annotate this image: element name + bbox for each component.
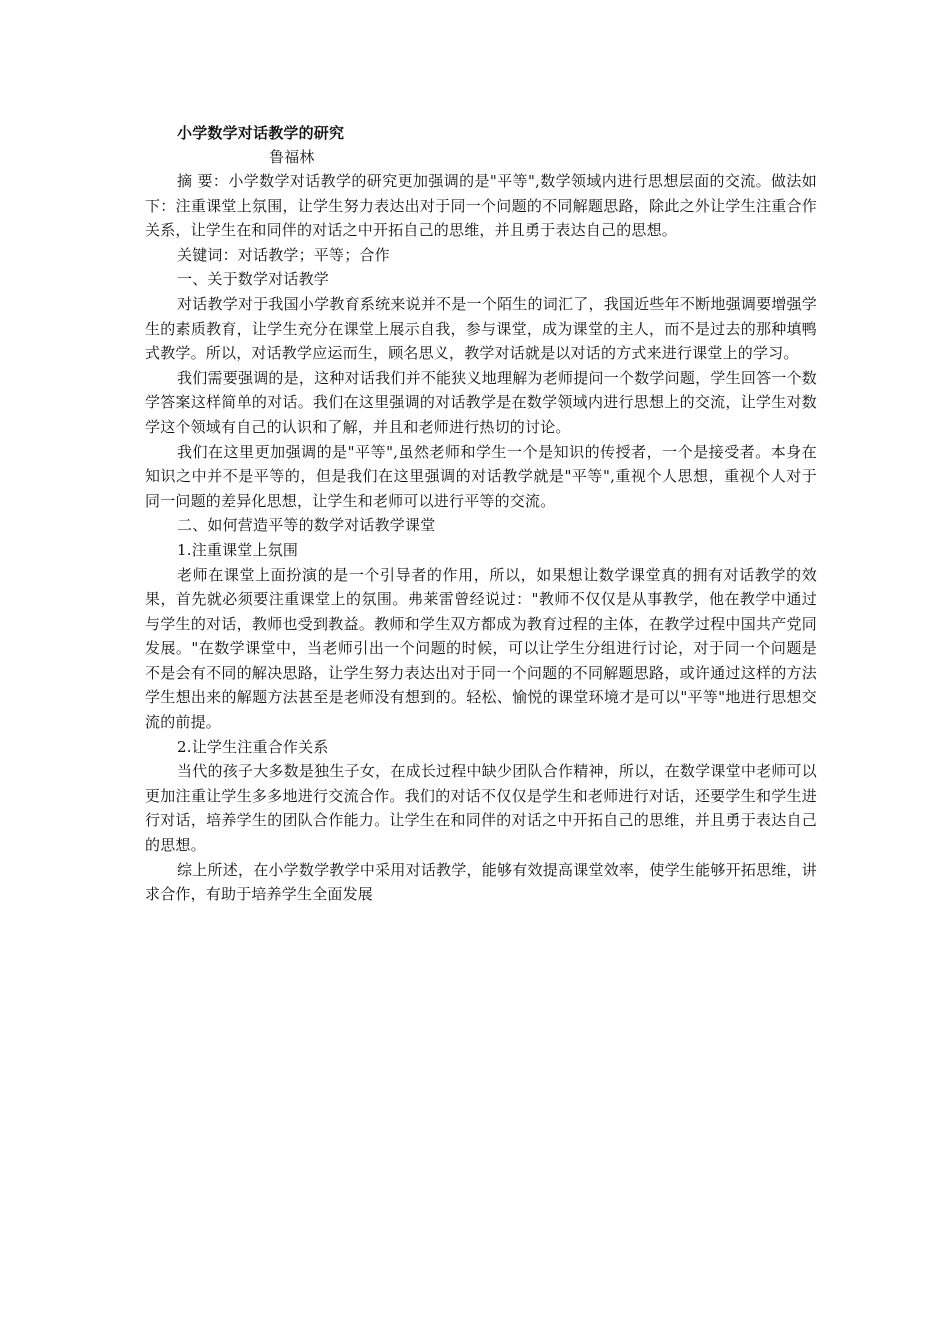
section-heading-1: 一、关于数学对话教学 xyxy=(177,270,330,289)
document-author: 鲁福林 xyxy=(269,148,315,166)
section1-paragraph-3: 我们在这里更加强调的是"平等",虽然老师和学生一个是知识的传授者，一个是接受者。本身在知识之中并不是平等的，但是我们在这里强调的对话教学就是"平等",重视个人思想，重视个人对于同一问题的差异化思想，让学生和老师可以进行平等的交流。 xyxy=(145,442,817,510)
section1-paragraph-1: 对话教学对于我国小学教育系统来说并不是一个陌生的词汇了，我国近些年不断地强调要增强学生的素质教育，让学生充分在课堂上展示自我，参与课堂，成为课堂的主人，而不是过去的那种填鸭式教学。所以，对话教学应运而生，顾名思义，教学对话就是以对话的方式来进行课堂上的学习。 xyxy=(145,294,817,363)
section1-paragraph-2: 我们需要强调的是，这种对话我们并不能狭义地理解为老师提问一个数学问题，学生回答一个数学答案这样简单的对话。我们在这里强调的对话教学是在数学领域内进行思想上的交流，让学生对数学这个领域有自己的认识和了解，并且和老师进行热切的讨论。 xyxy=(145,368,817,436)
document-title: 小学数学对话教学的研究 xyxy=(177,124,345,142)
section-heading-2: 二、如何营造平等的数学对话教学课堂 xyxy=(177,516,436,535)
abstract-paragraph: 摘 要：小学数学对话教学的研究更加强调的是"平等",数学领域内进行思想层面的交流。做法如下：注重课堂上氛围，让学生努力表达出对于同一个问题的不同解题思路，除此之外让学生注重合作关系，让学生在和同伴的对话之中开拓自己的思维，并且勇于表达自己的思想。 xyxy=(145,172,817,240)
conclusion-paragraph: 综上所述，在小学数学教学中采用对话教学，能够有效提高课堂效率，使学生能够开拓思维，讲求合作，有助于培养学生全面发展 xyxy=(145,860,817,904)
subsection-heading-1: 1.注重课堂上氛围 xyxy=(177,540,299,559)
subsection1-paragraph: 老师在课堂上面扮演的是一个引导者的作用，所以，如果想让数学课堂真的拥有对话教学的效果，首先就必须要注重课堂上的氛围。弗莱雷曾经说过："教师不仅仅是从事教学，他在教学中通过与学生的对话，教师也受到教益。教师和学生双方都成为教育过程的主体，在教学过程中国共产党同发展。"在数学课堂中，当老师引出一个问题的时候，可以让学生分组进行讨论，对于同一个问题是不是会有不同的解决思路，让学生努力表达出对于同一个问题的不同解题思路，或许通过这样的方法学生想出来的解题方法甚至是老师没有想到的。轻松、愉悦的课堂环境才是可以"平等"地进行思想交流的前提。 xyxy=(145,565,817,732)
subsection-heading-2: 2.让学生注重合作关系 xyxy=(177,737,329,756)
keywords-line: 关键词：对话教学；平等；合作 xyxy=(177,245,390,264)
subsection2-paragraph: 当代的孩子大多数是独生子女，在成长过程中缺少团队合作精神，所以，在数学课堂中老师可以更加注重让学生多多地进行交流合作。我们的对话不仅仅是学生和老师进行对话，还要学生和学生进行对话，培养学生的团队合作能力。让学生在和同伴的对话之中开拓自己的思维，并且勇于表达自己的思想。 xyxy=(145,762,817,855)
document-body xyxy=(145,121,817,907)
